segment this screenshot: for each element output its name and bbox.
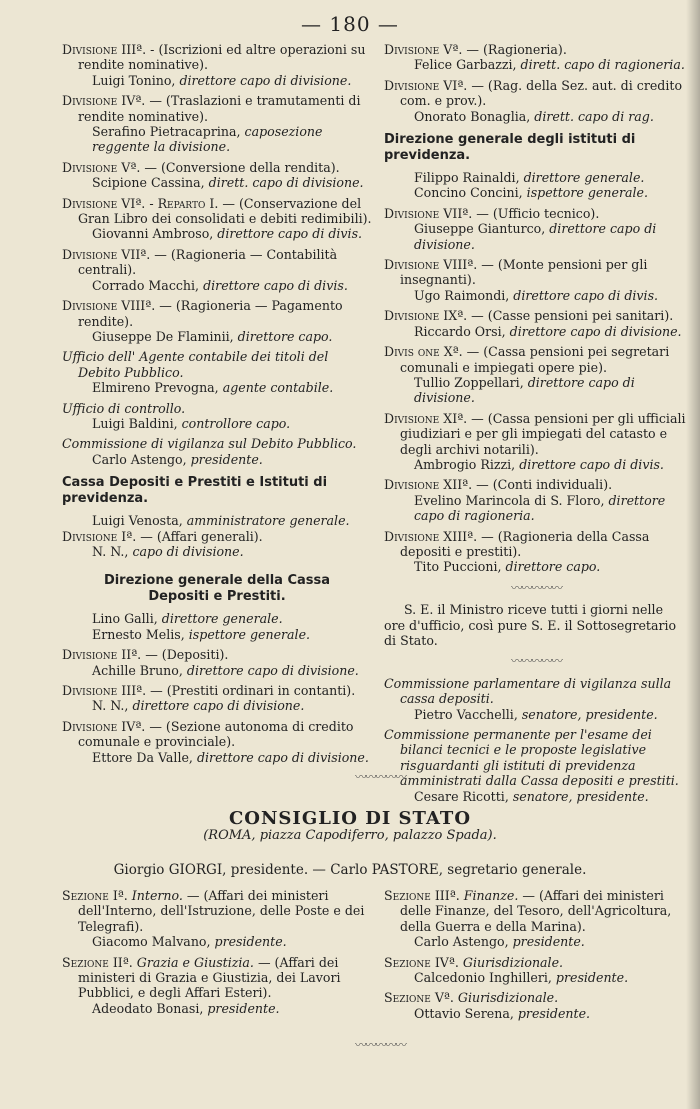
page-number: — 180 — [301, 12, 399, 36]
person-name: Evelino Marincola di S. Floro, [414, 492, 605, 508]
list-item [62, 401, 372, 432]
person-role: presidente. [186, 451, 263, 467]
division-desc: (Cassa pensioni per gli ufficiali giudiziari e per gli impiegati del catasto e degli archivi notarili). [400, 410, 686, 457]
person-name: Ottavio Serena, [414, 1005, 514, 1021]
person-name: Giovanni Ambroso, [92, 226, 214, 242]
division-head: Divis one Xª. — [384, 344, 480, 360]
division-head: Divisione IXª. — [384, 308, 484, 324]
list-item [62, 247, 372, 293]
section-title: Giurisdizionale. [453, 990, 559, 1006]
division-desc: (Depositi). [157, 647, 229, 663]
section-title: Giurisdizionale. [458, 954, 564, 970]
division-desc: (Conversione della rendita). [156, 159, 340, 175]
person-name: Calcedonio Inghilleri, [414, 970, 552, 986]
list-item [62, 683, 372, 714]
list-item [62, 719, 372, 765]
list-item [62, 529, 372, 560]
section-heading: Cassa Depositi e Prestiti e Istituti di previdenza. [62, 475, 328, 507]
person-role: presidente. [551, 970, 629, 986]
list-item [62, 611, 372, 626]
division-desc: (Ufficio tecnico). [488, 205, 600, 221]
division-desc: (Rag. della Sez. aut. di credito com. e prov.). [400, 77, 683, 109]
leaders-line: Giorgio GIORGI, presidente. — Carlo PASTORE, segretario generale. [113, 862, 587, 878]
section-head: Sezione IVª. [384, 954, 459, 970]
page-title: CONSIGLIO DI STATO [228, 808, 472, 829]
person-role: direttore capo. [233, 328, 333, 344]
person-role: direttore capo di divis. [213, 226, 363, 242]
office-title: Ufficio dell' Agente contabile dei titoli del Debito Pubblico. [62, 349, 329, 380]
division-desc: (Conservazione del Gran Libro dei consolidati e debiti redimibili). [78, 195, 372, 227]
section-title: Finanze. [459, 888, 519, 903]
division-desc: (Ragioneria). [478, 42, 567, 57]
person-role: senatore, presidente. [508, 788, 649, 804]
division-head: Divisione Iª. — [62, 528, 153, 544]
person-name: Riccardo Orsi, [414, 323, 506, 339]
commission-title: Commissione permanente per l'esame dei bilanci tecnici e le proposte legislative risguardanti gli istituti di previdenza amministrati dalla Cassa depositi e prestiti. [384, 727, 679, 789]
division-head: Divisione IVª. — [62, 718, 162, 734]
list-item [384, 206, 688, 252]
list-item [62, 955, 372, 1017]
person-name: Tito Puccioni, [414, 559, 502, 575]
person-role: direttore capo di divisione. [414, 221, 657, 252]
person-role: presidente. [210, 934, 287, 950]
left-column [62, 42, 372, 770]
ornament-divider: 〰〰〰〰〰 [354, 770, 405, 784]
person-name: Corrado Macchi, [92, 277, 200, 293]
list-item [384, 888, 689, 950]
person-role: direttore capo di divis. [515, 456, 664, 472]
person-name: Giacomo Malvano, [92, 934, 211, 950]
person-name: Scipione Cassina, [92, 175, 205, 191]
section-title: Interno. [127, 888, 183, 903]
division-head: Divisione Vª. — [62, 159, 157, 175]
division-desc: (Iscrizioni ed altre operazioni su rendite nominative). [78, 42, 366, 73]
division-desc: (Monte pensioni per gli insegnanti). [400, 257, 648, 288]
person-role: caposezione reggente la divisione. [92, 124, 323, 155]
sezioni-left [62, 888, 372, 1021]
person-role: controllore capo. [177, 415, 291, 431]
person-name: Carlo Astengo, [92, 451, 187, 467]
list-item [62, 888, 372, 950]
person-role: amministratore generale. [182, 513, 350, 529]
person-role: presidente. [513, 1005, 591, 1021]
division-desc: (Ragioneria — Contabilità centrali). [78, 246, 338, 278]
division-desc: (Casse pensioni pei sanitari). [483, 308, 674, 324]
list-item [384, 477, 688, 523]
person-role: dirett. capo di ragioneria. [516, 57, 685, 73]
person-name: Elmireno Prevogna, [92, 380, 219, 396]
division-head: Divisione Vª. — [384, 42, 479, 57]
person-role: capo di divisione. [128, 543, 244, 559]
person-name: Felice Garbazzi, [414, 57, 517, 73]
ornament-divider: 〰〰〰〰〰 [510, 580, 561, 595]
division-head: Divisione VIIª. — [62, 246, 167, 262]
section-title: Grazia e Giustizia. [132, 954, 254, 970]
section-head: Sezione Vª. [384, 990, 454, 1006]
person-name: Filippo Rainaldi, [414, 170, 520, 186]
person-name: Cesare Ricotti, [414, 788, 509, 804]
person-name: Luigi Baldini, [92, 415, 178, 431]
division-desc: (Conti individuali). [488, 477, 613, 493]
person-name: Concino Concini, [414, 185, 523, 201]
person-role: direttore generale. [157, 611, 283, 627]
person-name: Onorato Bonaglia, [414, 108, 531, 124]
division-head: Divisione XIIIª. — [384, 528, 494, 544]
page-subtitle: (ROMA, piazza Capodiferro, palazzo Spada). [203, 828, 497, 843]
list-item [384, 42, 688, 73]
person-name: Pietro Vacchelli, [414, 706, 518, 722]
division-head: Divisione VIª. - Reparto I. — [62, 195, 235, 211]
person-role: senatore, presidente. [517, 706, 658, 722]
list-item [384, 411, 688, 473]
division-desc: (Affari generali). [152, 528, 263, 544]
division-desc: (Prestiti ordinari in contanti). [162, 683, 356, 698]
person-role: presidente. [203, 1000, 280, 1016]
list-item [384, 676, 688, 722]
office-title: Ufficio di controllo. [62, 400, 186, 416]
office-title: Commissione di vigilanza sul Debito Pubblico. [62, 436, 357, 452]
person-role: direttore capo di divisione. [175, 72, 352, 88]
division-head: Divisione XIIª. — [384, 477, 489, 493]
division-head: Divisione VIIª. — [384, 205, 489, 221]
division-head: Divisione IVª. — [62, 93, 162, 109]
list-item [384, 170, 688, 185]
person-name: Lino Galli, [92, 611, 158, 627]
section-desc: — (Affari dei ministeri dell'Interno, dell'Istruzione, delle Poste e dei Telegrafi). [78, 888, 365, 934]
person-name: Serafino Pietracaprina, [92, 124, 241, 140]
list-item [62, 647, 372, 678]
person-name: N. N., [92, 543, 129, 559]
person-name: Ambrogio Rizzi, [414, 456, 516, 472]
person-name: Tullio Zoppellari, [414, 374, 524, 390]
minister-note: S. E. il Ministro riceve tutti i giorni nelle ore d'ufficio, così pure S. E. il Sottosegretario di Stato. [384, 602, 677, 648]
person-name: N. N., [92, 698, 129, 714]
person-name: Achille Bruno, [92, 662, 183, 678]
division-head: Divisione XIª. — [384, 410, 484, 426]
person-role: direttore capo di divis. [199, 277, 348, 293]
section-head: Sezione Iª. [62, 888, 128, 903]
person-role: direttore capo di divisione. [414, 374, 635, 406]
division-head: Divisione IIIª. — [62, 683, 163, 698]
person-role: direttore capo di ragioneria. [414, 492, 666, 524]
section-head: Sezione IIª. [62, 954, 133, 970]
list-item [62, 436, 372, 467]
division-head: Divisione VIIIª. — [62, 298, 172, 314]
list-item [384, 529, 688, 575]
list-item [384, 257, 688, 303]
section-head: Sezione IIIª. [384, 888, 460, 903]
person-role: direttore capo. [501, 559, 601, 575]
list-item [384, 727, 688, 804]
ornament-divider: 〰〰〰〰〰 [510, 654, 561, 669]
page-edge-shadow [686, 0, 700, 1109]
sezioni-right [384, 888, 689, 1026]
division-desc: (Sezione autonoma di credito comunale e provinciale). [78, 718, 354, 750]
person-role: direttore capo di divis. [509, 287, 659, 303]
list-item [62, 513, 372, 528]
division-desc: (Traslazioni e tramutamenti di rendite nominative). [78, 93, 361, 124]
person-role: direttore capo di divisione. [128, 698, 305, 714]
division-head: Divisione IIª. — [62, 647, 158, 663]
list-item [62, 160, 372, 191]
person-role: direttore generale. [519, 170, 645, 186]
section-heading: Direzione generale degli istituti di previdenza. [384, 132, 636, 164]
list-item [384, 78, 688, 124]
person-role: dirett. capo di divisione. [204, 175, 364, 191]
person-name: Giuseppe De Flaminii, [92, 328, 234, 344]
person-role: dirett. capo di rag. [530, 108, 654, 124]
list-item [62, 93, 372, 155]
list-item [62, 627, 372, 642]
person-name: Luigi Tonino, [92, 72, 176, 88]
list-item [384, 955, 689, 986]
list-item [62, 42, 372, 88]
division-head: Divisione VIª. — [384, 77, 484, 93]
person-role: ispettore generale. [184, 626, 311, 642]
division-head: Divisione IIIª. - [62, 42, 155, 57]
section-desc: — (Affari dei ministeri delle Finanze, del Tesoro, dell'Agricoltura, della Guerra e della Marina). [400, 888, 672, 934]
person-role: agente contabile. [218, 380, 334, 396]
section-heading: Direzione generale della Cassa Depositi e Prestiti. [103, 573, 331, 605]
person-name: Adeodato Bonasi, [92, 1000, 204, 1016]
list-item [62, 349, 372, 395]
division-desc: (Cassa pensioni pei segretari comunali e impiegati opere pie). [400, 344, 670, 375]
person-name: Luigi Venosta, [92, 513, 183, 529]
division-desc: (Ragioneria — Pagamento rendite). [78, 298, 343, 329]
list-item [384, 990, 689, 1021]
person-name: Ernesto Melis, [92, 626, 185, 642]
person-role: direttore capo di divisione. [182, 662, 359, 678]
list-item [384, 344, 688, 406]
person-name: Carlo Astengo, [414, 934, 509, 950]
person-role: direttore capo di divisione. [192, 749, 369, 765]
person-role: ispettore generale. [522, 185, 648, 201]
person-name: Giuseppe Gianturco, [414, 221, 546, 237]
list-item [384, 308, 688, 339]
person-name: Ugo Raimondi, [414, 287, 510, 303]
ornament-divider: 〰〰〰〰〰 [354, 1038, 405, 1052]
commission-title: Commissione parlamentare di vigilanza sulla cassa depositi. [384, 675, 672, 707]
division-head: Divisione VIIIª. — [384, 257, 494, 273]
list-item [62, 196, 372, 242]
division-desc: (Ragioneria della Cassa depositi e prestiti). [400, 528, 650, 559]
right-column [384, 42, 688, 809]
person-name: Ettore Da Valle, [92, 749, 193, 765]
list-item [384, 185, 688, 200]
section-desc: — (Affari dei ministeri di Grazia e Giustizia, dei Lavori Pubblici, e degli Affari Esteri). [78, 954, 341, 1001]
list-item [62, 298, 372, 344]
person-role: direttore capo di divisione. [505, 323, 682, 339]
person-role: presidente. [508, 934, 585, 950]
